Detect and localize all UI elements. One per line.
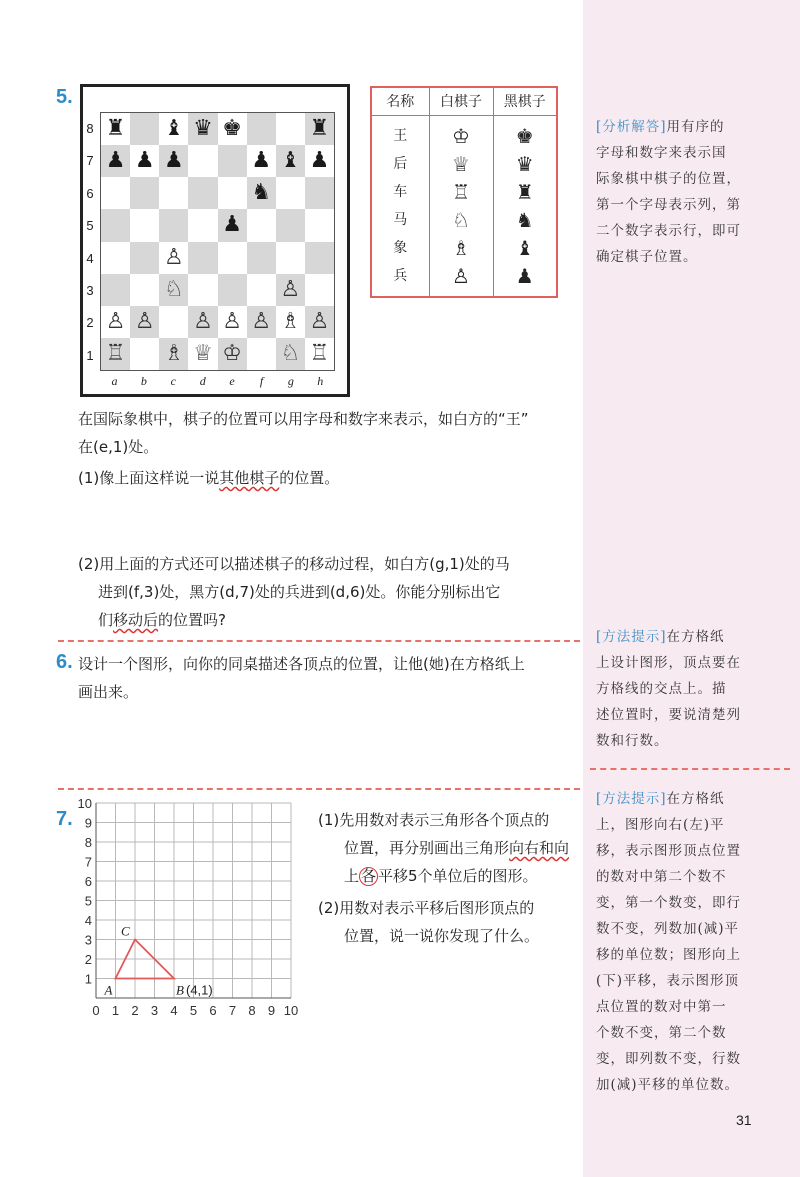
q6-line1: 设计一个图形，向你的同桌描述各顶点的位置，让他(她)在方格纸上 <box>78 655 525 673</box>
x-tick-label: 2 <box>131 1003 139 1018</box>
white-pawn-piece: ♙ <box>130 306 159 338</box>
board-square <box>218 242 247 274</box>
board-square <box>247 242 276 274</box>
black-pawn-piece: ♟ <box>305 145 334 177</box>
y-tick-label: 8 <box>84 835 92 850</box>
x-tick-label: 1 <box>111 1003 120 1018</box>
q5-part1-b: 其他棋子 <box>219 469 280 487</box>
q7-part2-line1: (2)用数对表示平移后图形顶点的 <box>318 899 535 917</box>
board-square <box>101 209 130 241</box>
y-tick-label: 4 <box>84 913 92 928</box>
white-knight-piece: ♘ <box>276 338 305 370</box>
q6-line2: 画出来。 <box>78 683 139 701</box>
board-square <box>188 242 217 274</box>
side-note-text: 第一个字母表示列，第 <box>596 197 741 213</box>
black-pawn-piece: ♟ <box>247 145 276 177</box>
board-square <box>130 113 159 145</box>
legend-white-cell: ♕ <box>452 151 470 176</box>
legend-header-white: 白棋子 <box>429 87 493 115</box>
legend-header-name: 名称 <box>371 87 429 115</box>
side-note-text: 在方格纸 <box>666 791 725 807</box>
side-note-text: 二个数字表示行，即可 <box>596 223 741 239</box>
black-pawn-piece: ♟ <box>159 145 188 177</box>
side-divider <box>590 768 790 770</box>
rank-label: 5 <box>86 218 94 234</box>
black-rook-piece: ♜ <box>101 113 130 145</box>
black-bishop-piece: ♝ <box>159 113 188 145</box>
side-note-text: 移，表示图形顶点位置 <box>596 843 741 859</box>
x-tick-label: 4 <box>170 1003 178 1018</box>
legend-name-cell: 兵 <box>393 267 408 284</box>
black-pawn-piece: ♟ <box>218 209 247 241</box>
q5-part2-line3 <box>98 606 226 634</box>
legend-black-column <box>493 115 557 297</box>
board-square <box>188 177 217 209</box>
board-square <box>130 177 159 209</box>
white-pawn-piece: ♙ <box>101 306 130 338</box>
white-pawn-piece: ♙ <box>276 274 305 306</box>
x-tick-label: 0 <box>92 1003 100 1018</box>
legend-black-cell: ♞ <box>515 207 534 232</box>
q7-part1-line2b: 向右和向 <box>509 839 570 857</box>
legend-black-cell: ♝ <box>515 235 534 260</box>
q7-part1-line2a: 位置，再分别画出三角形 <box>344 839 510 857</box>
rank-label: 6 <box>86 185 94 201</box>
black-rook-piece: ♜ <box>305 113 334 145</box>
vertex-a-label: A <box>104 982 113 998</box>
q5-part2-line3a: 们 <box>98 611 114 629</box>
white-pawn-piece: ♙ <box>305 306 334 338</box>
x-tick-label: 7 <box>228 1003 237 1018</box>
black-bishop-piece: ♝ <box>276 145 305 177</box>
white-rook-piece: ♖ <box>305 338 334 370</box>
q7-part1-line2 <box>344 834 569 862</box>
board-square <box>130 274 159 306</box>
divider-1 <box>58 640 580 642</box>
side-note-text: 点位置的数对中第一 <box>596 999 727 1015</box>
board-square <box>159 209 188 241</box>
vertex-b-coord-label: (4,1) <box>186 982 213 998</box>
side-note-text: 际象棋中棋子的位置， <box>596 171 741 187</box>
x-tick-label: 10 <box>283 1003 299 1018</box>
side-note-heading: [分析解答] <box>596 119 667 135</box>
board-square <box>247 274 276 306</box>
side-tip2-note <box>596 786 786 1098</box>
question-7-number: 7. <box>56 808 73 830</box>
rank-label: 3 <box>86 283 94 298</box>
side-note-text: 数和行数。 <box>596 733 669 749</box>
q5-part1-a: (1)像上面这样说一说 <box>78 469 220 487</box>
white-bishop-piece: ♗ <box>159 338 188 370</box>
legend-white-column <box>429 115 493 297</box>
x-tick-label: 5 <box>189 1003 198 1018</box>
x-tick-label: 3 <box>150 1003 159 1018</box>
y-tick-label: 9 <box>84 815 92 831</box>
board-square <box>101 274 130 306</box>
white-knight-piece: ♘ <box>159 274 188 306</box>
side-note-heading: [方法提示] <box>596 791 667 807</box>
legend-name-cell: 马 <box>393 211 408 228</box>
black-pawn-piece: ♟ <box>130 145 159 177</box>
vertex-b-label: B <box>176 982 184 998</box>
black-pawn-piece: ♟ <box>101 145 130 177</box>
board-square <box>276 177 305 209</box>
q5-part2-line3b: 移动后 <box>113 611 159 629</box>
board-square <box>218 145 247 177</box>
side-note-text: 变，第一个数变，即行 <box>596 895 741 911</box>
board-square <box>101 242 130 274</box>
side-note-text: 上设计图形，顶点要在 <box>596 655 741 671</box>
file-label: b <box>140 374 147 388</box>
y-tick-label: 10 <box>77 796 92 811</box>
q7-part1-line3a: 上 <box>344 867 360 885</box>
x-tick-label: 8 <box>248 1003 256 1018</box>
side-note-text: 上，图形向右(左)平 <box>596 817 725 833</box>
side-note-text: 数不变，列数加(减)平 <box>596 921 740 937</box>
side-note-text: 移的单位数；图形向上 <box>596 947 741 963</box>
side-note-text: 字母和数字来表示国 <box>596 145 727 161</box>
y-tick-label: 1 <box>84 971 92 987</box>
board-square <box>276 209 305 241</box>
legend-white-cell: ♙ <box>452 263 470 288</box>
white-pawn-piece: ♙ <box>247 306 276 338</box>
side-note-text: 在方格纸 <box>666 629 725 645</box>
black-queen-piece: ♛ <box>188 113 217 145</box>
board-square <box>101 177 130 209</box>
board-square <box>188 209 217 241</box>
board-square <box>130 242 159 274</box>
legend-names-column <box>371 115 429 297</box>
board-square <box>247 209 276 241</box>
q7-circled-char: 各 <box>361 867 377 885</box>
black-knight-piece: ♞ <box>247 177 276 209</box>
board-square <box>276 242 305 274</box>
rank-label: 2 <box>86 315 94 331</box>
q5-part2-line1: (2)用上面的方式还可以描述棋子的移动过程，如白方(g,1)处的马 <box>78 555 510 573</box>
rank-label: 7 <box>86 153 94 169</box>
white-pawn-piece: ♙ <box>159 242 188 274</box>
legend-white-cell: ♘ <box>452 207 470 232</box>
white-queen-piece: ♕ <box>188 338 217 370</box>
black-king-piece: ♚ <box>218 113 247 145</box>
q5-part2-line2: 进到(f,3)处，黑方(d,7)处的兵进到(d,6)处。你能分别标出它 <box>98 583 501 601</box>
side-note-text: 变，即列数不变，行数 <box>596 1051 741 1067</box>
y-tick-label: 3 <box>84 932 92 948</box>
side-note-heading: [方法提示] <box>596 629 667 645</box>
rank-label: 1 <box>86 347 94 363</box>
legend-name-cell: 后 <box>393 155 408 172</box>
legend-name-cell: 车 <box>393 183 408 200</box>
side-note-text: 述位置时，要说清楚列 <box>596 707 741 723</box>
side-note-text: 加(减)平移的单位数。 <box>596 1077 740 1093</box>
y-tick-label: 6 <box>84 874 92 889</box>
legend-black-cell: ♟ <box>515 263 534 288</box>
legend-black-cell: ♜ <box>515 179 534 204</box>
y-tick-label: 2 <box>84 952 92 967</box>
question-6-number: 6. <box>56 651 73 673</box>
board-square <box>247 113 276 145</box>
legend-name-cell: 王 <box>393 127 408 144</box>
board-square <box>218 177 247 209</box>
side-tip1-note <box>596 624 786 754</box>
board-square <box>218 274 247 306</box>
divider-2 <box>58 788 580 790</box>
side-note-text: 个数不变，第二个数 <box>596 1025 727 1041</box>
q5-part1 <box>78 464 339 492</box>
chessboard <box>100 112 335 371</box>
file-label: f <box>259 374 264 388</box>
q7-part1-line1: (1)先用数对表示三角形各个顶点的 <box>318 811 550 829</box>
q5-intro-line2: 在(e,1)处。 <box>78 438 159 456</box>
x-tick-label: 6 <box>209 1003 217 1018</box>
y-tick-label: 7 <box>84 854 92 870</box>
board-square <box>188 145 217 177</box>
legend-name-cell: 象 <box>393 239 408 256</box>
q5-part1-c: 的位置。 <box>279 469 340 487</box>
q7-part2-line2: 位置，说一说你发现了什么。 <box>344 927 540 945</box>
side-note-text: 方格线的交点上。描 <box>596 681 727 697</box>
side-analysis-note <box>596 114 786 270</box>
legend-white-cell: ♔ <box>452 123 470 148</box>
board-square <box>305 177 334 209</box>
vertex-c-label: C <box>121 923 130 939</box>
white-rook-piece: ♖ <box>101 338 130 370</box>
board-square <box>305 274 334 306</box>
legend-header-black: 黑棋子 <box>493 87 557 115</box>
board-square <box>305 242 334 274</box>
coordinate-grid <box>77 796 318 1041</box>
board-square <box>130 209 159 241</box>
q7-part1-line3c: 平移5个单位后的图形。 <box>378 867 538 885</box>
rank-label: 8 <box>86 121 94 136</box>
file-label: d <box>199 374 206 388</box>
board-square <box>159 306 188 338</box>
piece-legend-table <box>370 86 558 298</box>
x-tick-label: 9 <box>267 1003 276 1018</box>
side-note-text: 确定棋子位置。 <box>596 249 698 265</box>
q7-part1-line3 <box>344 862 538 890</box>
legend-white-cell: ♖ <box>452 179 470 204</box>
board-square <box>159 177 188 209</box>
legend-black-cell: ♛ <box>515 151 534 176</box>
file-label: h <box>317 374 324 388</box>
side-note-text: 的数对中第二个数不 <box>596 869 727 885</box>
legend-black-cell: ♚ <box>515 123 534 148</box>
file-label: e <box>229 374 235 388</box>
q5-intro-line1: 在国际象棋中，棋子的位置可以用字母和数字来表示，如白方的“王” <box>78 410 529 428</box>
board-square <box>276 113 305 145</box>
q5-part2-line3c: 的位置吗? <box>158 611 226 629</box>
white-pawn-piece: ♙ <box>188 306 217 338</box>
file-label: a <box>111 374 118 388</box>
y-tick-label: 5 <box>84 893 92 909</box>
rank-label: 4 <box>86 250 94 266</box>
side-note-text: (下)平移，表示图形顶 <box>596 973 740 989</box>
white-pawn-piece: ♙ <box>218 306 247 338</box>
board-square <box>130 338 159 370</box>
side-note-text: 用有序的 <box>666 119 725 135</box>
legend-white-cell: ♗ <box>452 235 470 260</box>
page-number: 31 <box>736 1112 752 1128</box>
board-square <box>247 338 276 370</box>
file-label: c <box>170 374 176 388</box>
white-bishop-piece: ♗ <box>276 306 305 338</box>
question-5-number: 5. <box>56 86 73 108</box>
board-square <box>188 274 217 306</box>
board-square <box>305 209 334 241</box>
white-king-piece: ♔ <box>218 338 247 370</box>
file-label: g <box>287 374 294 388</box>
